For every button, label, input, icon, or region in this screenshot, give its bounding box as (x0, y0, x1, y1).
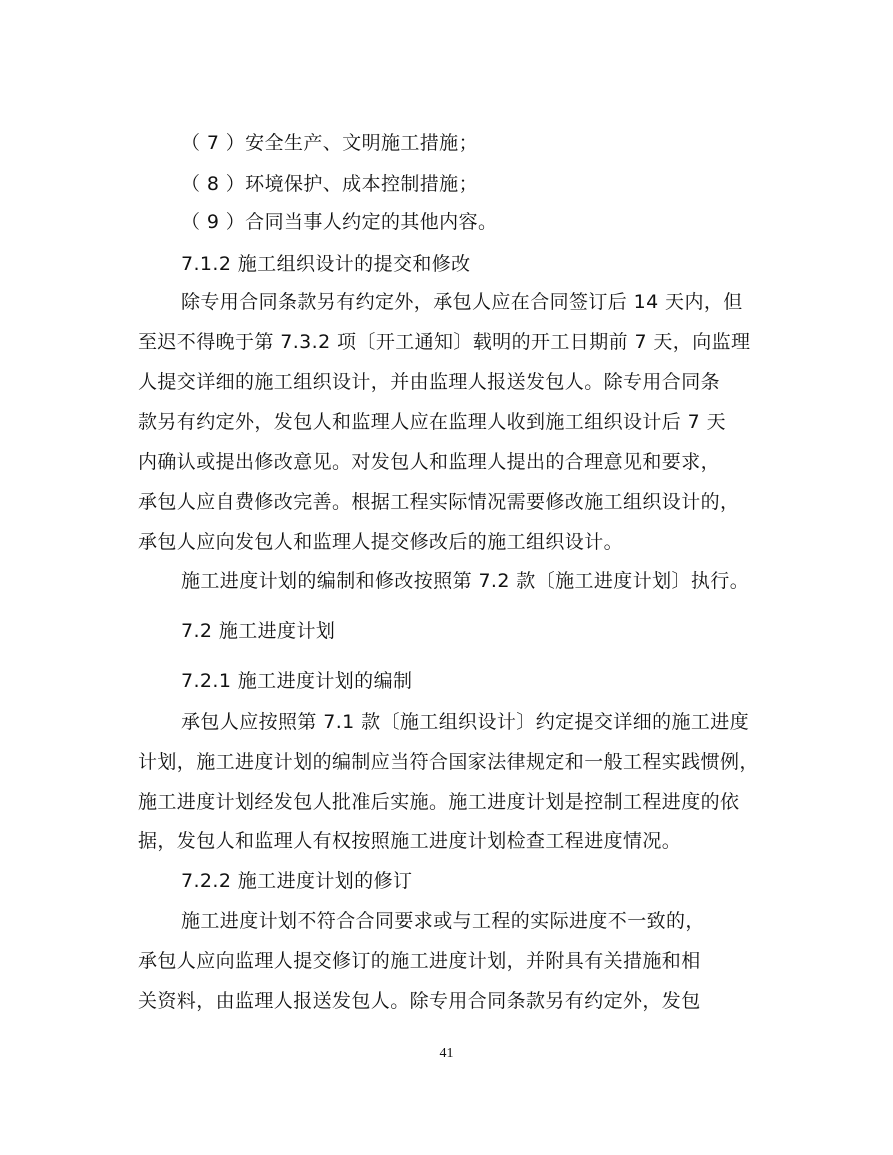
paragraph-line: 内确认或提出修改意见。对发包人和监理人提出的合理意见和要求， (138, 451, 721, 473)
paragraph-line: 计划，施工进度计划的编制应当符合国家法律规定和一般工程实践惯例， (138, 751, 759, 773)
paragraph-line: 承包人应按照第 7.1 款〔施工组织设计〕约定提交详细的施工进度 (181, 711, 750, 733)
paragraph-line: 承包人应向发包人和监理人提交修改后的施工组织设计。 (138, 531, 624, 553)
list-item-8: （ 8 ）环境保护、成本控制措施； (181, 173, 478, 195)
paragraph-line: 承包人应自费修改完善。根据工程实际情况需要修改施工组织设计的， (138, 491, 740, 513)
section-heading-7-2-1: 7.2.1 施工进度计划的编制 (181, 670, 413, 692)
list-item-7: （ 7 ）安全生产、文明施工措施； (181, 132, 478, 154)
section-heading-7-1-2: 7.1.2 施工组织设计的提交和修改 (181, 253, 471, 275)
paragraph-line: 施工进度计划经发包人批准后实施。施工进度计划是控制工程进度的依 (138, 791, 740, 813)
paragraph-line: 承包人应向监理人提交修订的施工进度计划，并附具有关措施和相 (138, 950, 701, 972)
paragraph-line: 人提交详细的施工组织设计，并由监理人报送发包人。除专用合同条 (138, 371, 721, 393)
paragraph-line: 款另有约定外，发包人和监理人应在监理人收到施工组织设计后 7 天 (138, 411, 726, 433)
section-heading-7-2-2: 7.2.2 施工进度计划的修订 (181, 870, 413, 892)
page-number: 41 (439, 1046, 454, 1061)
paragraph-line: 施工进度计划不符合合同要求或与工程的实际进度不一致的， (181, 910, 705, 932)
paragraph-line: 关资料，由监理人报送发包人。除专用合同条款另有约定外，发包 (138, 990, 701, 1012)
list-item-9: （ 9 ）合同当事人约定的其他内容。 (181, 211, 498, 233)
paragraph-line: 至迟不得晚于第 7.3.2 项〔开工通知〕载明的开工日期前 7 天，向监理 (138, 331, 751, 353)
paragraph-line: 据，发包人和监理人有权按照施工进度计划检查工程进度情况。 (138, 830, 682, 852)
paragraph-line: 施工进度计划的编制和修改按照第 7.2 款〔施工进度计划〕执行。 (181, 570, 750, 592)
paragraph-line: 除专用合同条款另有约定外，承包人应在合同签订后 14 天内，但 (181, 291, 743, 313)
section-heading-7-2: 7.2 施工进度计划 (181, 620, 336, 642)
